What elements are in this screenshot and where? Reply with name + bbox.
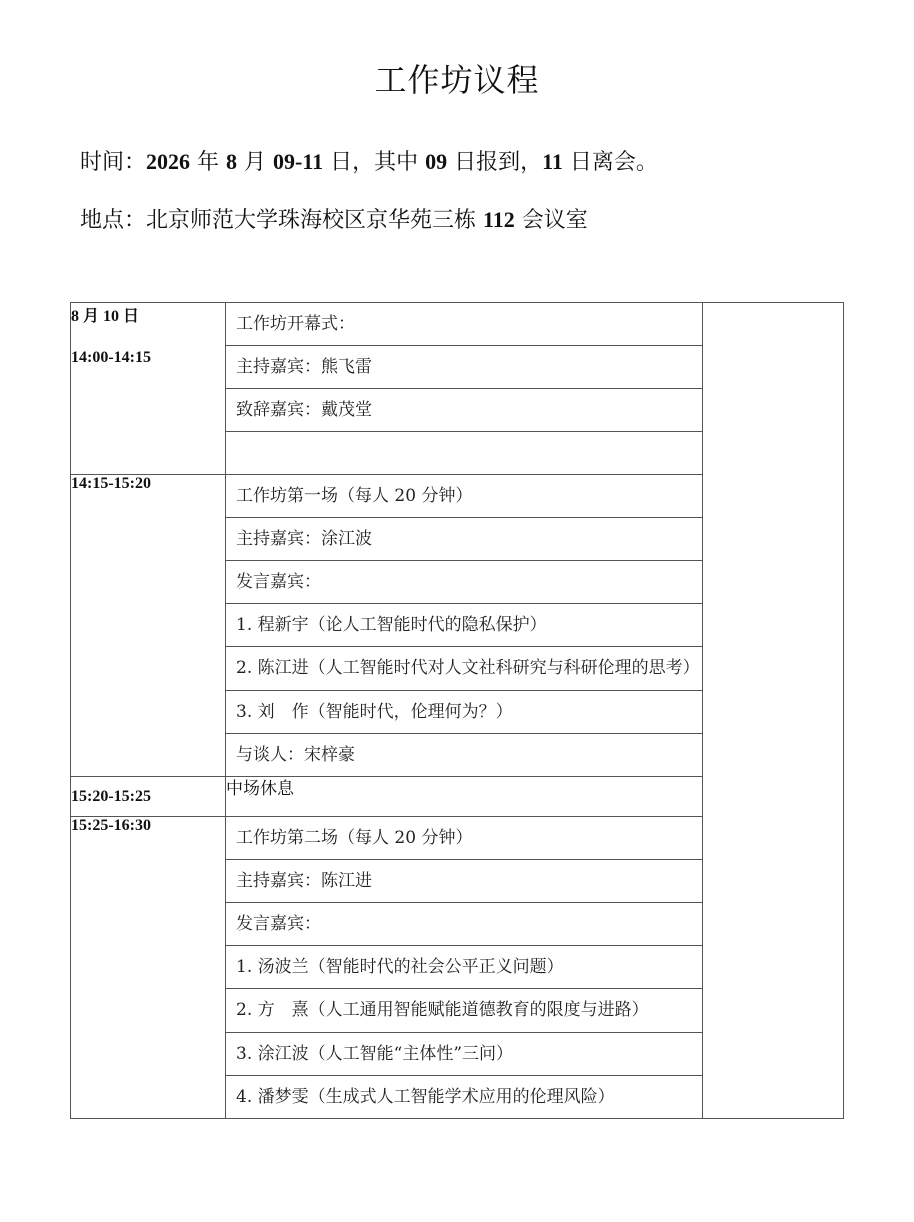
place-label: 地点：: [80, 208, 147, 233]
time-arrival-day: 09: [425, 149, 448, 174]
time-text-2: 月: [237, 150, 274, 175]
time-text-3: 日，其中: [323, 150, 426, 175]
place-room-number: 112: [483, 207, 515, 232]
agenda-item: 3. 涂江波（人工智能“主体性”三问）: [226, 1033, 702, 1076]
time-leave-day: 11: [542, 149, 563, 174]
time-text-5: 日离会。: [562, 150, 658, 175]
place-text-1: 北京师范大学珠海校区京华苑三栋: [146, 208, 484, 233]
session-time: 15:25-16:30: [71, 817, 151, 834]
agenda-item: 与谈人：宋梓豪: [236, 745, 355, 765]
time-cell: [71, 817, 226, 1119]
agenda-item: 3. 刘 作（智能时代，伦理何为？）: [226, 691, 702, 734]
time-month: 8: [226, 149, 238, 174]
time-cell: [71, 303, 226, 475]
notes-column: [703, 303, 844, 1119]
agenda-table: [70, 302, 844, 1119]
session-time: 15:20-15:25: [71, 788, 151, 805]
agenda-item-empty: [226, 432, 702, 474]
agenda-row-opening: [71, 303, 844, 475]
agenda-item: 2. 陈江进（人工智能时代对人文社科研究与科研伦理的思考）: [226, 647, 702, 691]
agenda-item: 1. 程新宇（论人工智能时代的隐私保护）: [226, 604, 702, 647]
session-time: 14:00-14:15: [71, 349, 151, 366]
time-year: 2026: [146, 149, 191, 174]
session-time: 14:15-15:20: [71, 475, 151, 492]
agenda-item: 4. 潘梦雯（生成式人工智能学术应用的伦理风险）: [236, 1087, 615, 1107]
time-days: 09-11: [273, 149, 324, 174]
items-cell: [226, 475, 703, 777]
agenda-item: 主持嘉宾：陈江进: [226, 860, 702, 903]
document-title: 工作坊议程: [374, 61, 540, 99]
items-cell: [226, 817, 703, 1119]
time-text-1: 年: [190, 150, 227, 175]
agenda-item: 1. 汤波兰（智能时代的社会公平正义问题）: [226, 946, 702, 989]
place-text-2: 会议室: [514, 208, 588, 233]
time-cell: [71, 777, 226, 817]
break-cell: 中场休息: [226, 777, 703, 817]
agenda-item: 致辞嘉宾：戴茂堂: [226, 389, 702, 432]
agenda-item: 主持嘉宾：熊飞雷: [226, 346, 702, 389]
place-info: [80, 203, 588, 234]
agenda-item: 工作坊第一场（每人 20 分钟）: [226, 475, 702, 518]
time-cell: [71, 475, 226, 777]
time-info: [80, 145, 658, 176]
agenda-item: 工作坊开幕式：: [226, 303, 702, 346]
agenda-item: 工作坊第二场（每人 20 分钟）: [226, 817, 702, 860]
items-cell: [226, 303, 703, 475]
session-date: 8 月 10 日: [71, 308, 140, 325]
time-text-4: 日报到，: [447, 150, 543, 175]
agenda-item: 发言嘉宾：: [226, 903, 702, 946]
agenda-item: 主持嘉宾：涂江波: [226, 518, 702, 561]
agenda-item: 发言嘉宾：: [226, 561, 702, 604]
time-label: 时间：: [80, 150, 147, 175]
agenda-item: 2. 方 熹（人工通用智能赋能道德教育的限度与进路）: [226, 989, 702, 1033]
